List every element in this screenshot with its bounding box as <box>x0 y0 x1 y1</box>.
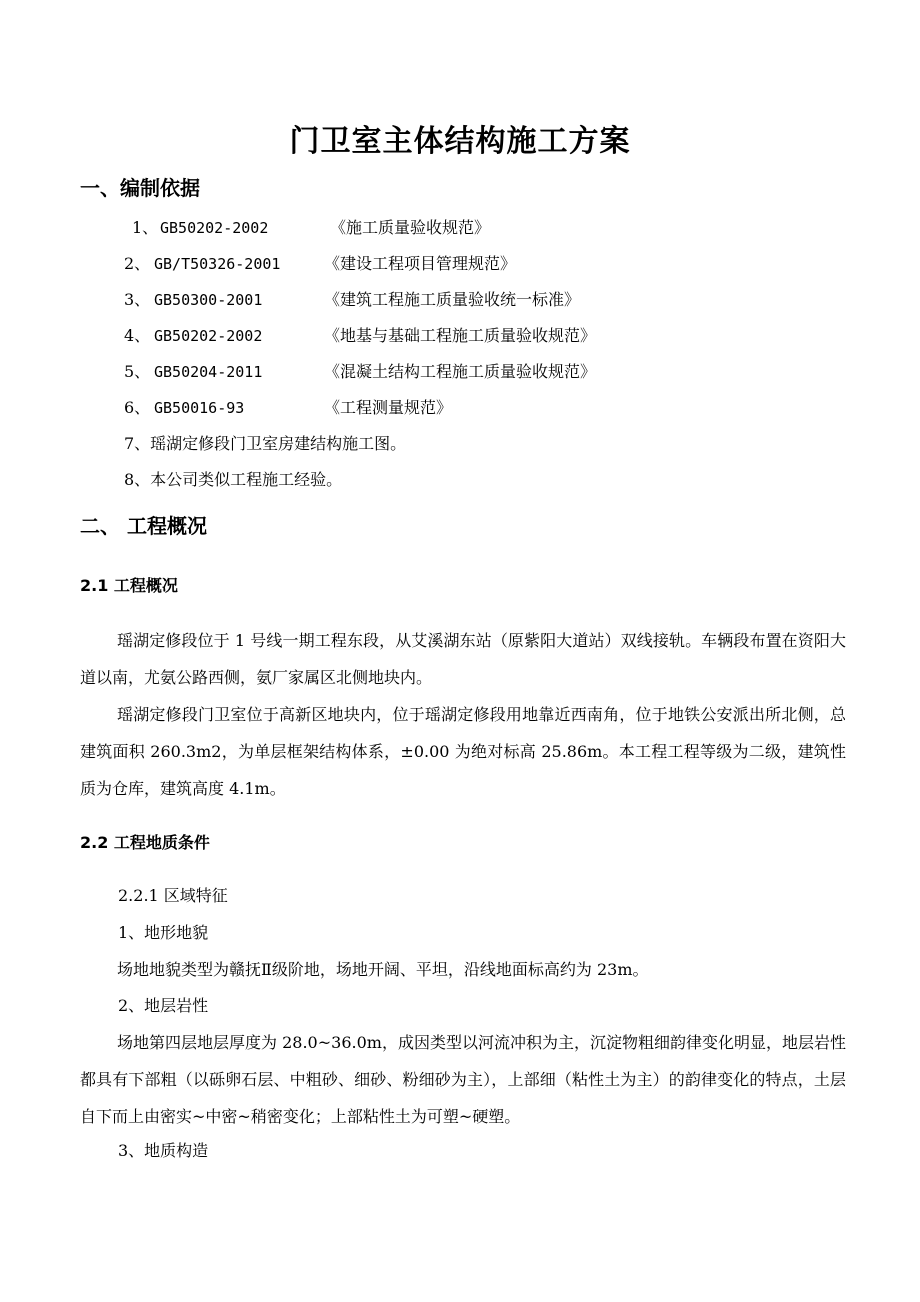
ref-item-4-name: 《地基与基础工程施工质量验收规范》 <box>324 326 597 345</box>
section-2-heading: 二、 工程概况 <box>80 514 207 538</box>
section-1-heading: 一、编制依据 <box>80 176 200 200</box>
ref-item-4-num: 4、 <box>124 326 151 345</box>
ref-item-1-num: 1、 <box>132 218 159 237</box>
subsection-2-1-heading: 2.1 工程概况 <box>80 576 178 595</box>
ref-item-6-name: 《工程测量规范》 <box>324 398 453 417</box>
ref-item-2-name: 《建设工程项目管理规范》 <box>324 254 517 273</box>
ref-item-2-code: GB/T50326-2001 <box>154 255 281 273</box>
landform-paragraph: 场地地貌类型为赣抚Ⅱ级阶地，场地开阔、平坦，沿线地面标高约为 23m。 <box>117 960 649 979</box>
subsection-2-2-heading: 2.2 工程地质条件 <box>80 833 210 852</box>
topic-geologic-structure: 3、地质构造 <box>118 1141 209 1160</box>
topic-landform: 1、地形地貌 <box>118 923 209 942</box>
ref-item-1-code: GB50202-2002 <box>160 219 269 237</box>
ref-item-4-code: GB50202-2002 <box>154 327 263 345</box>
ref-item-5-name: 《混凝土结构工程施工质量验收规范》 <box>324 362 597 381</box>
page-title: 门卫室主体结构施工方案 <box>289 124 631 159</box>
ref-item-3-code: GB50300-2001 <box>154 291 263 309</box>
ref-item-1-name: 《施工质量验收规范》 <box>330 218 491 237</box>
ref-item-7: 7、瑶湖定修段门卫室房建结构施工图。 <box>124 434 407 453</box>
ref-item-2-num: 2、 <box>124 254 151 273</box>
subsection-2-2-1-heading: 2.2.1 区域特征 <box>118 886 228 905</box>
overview-paragraph-2: 瑶湖定修段门卫室位于高新区地块内，位于瑶湖定修段用地靠近西南角，位于地铁公安派出所北侧，总建筑面积 260.3m2，为单层框架结构体系，±0.00 为绝对标高 25.86m。本工程工程等级为二级，建筑性质为仓库，建筑高度 4.1m。 <box>80 705 846 798</box>
stratum-paragraph: 场地第四层地层厚度为 28.0~36.0m，成因类型以河流冲积为主，沉淀物粗细韵律变化明显，地层岩性都具有下部粗（以砾卵石层、中粗砂、细砂、粉细砂为主），上部细（粘性土为主）的韵律变化的特点，土层自下而上由密实~中密~稍密变化；上部粘性土为可塑~硬塑。 <box>80 1033 846 1126</box>
overview-paragraph-1: 瑶湖定修段位于 1 号线一期工程东段，从艾溪湖东站（原紫阳大道站）双线接轨。车辆段布置在资阳大道以南，尤氨公路西侧，氨厂家属区北侧地块内。 <box>80 631 846 687</box>
ref-item-3-name: 《建筑工程施工质量验收统一标准》 <box>324 290 581 309</box>
ref-item-5-num: 5、 <box>124 362 151 381</box>
ref-item-3-num: 3、 <box>124 290 151 309</box>
ref-item-8: 8、本公司类似工程施工经验。 <box>124 470 343 489</box>
ref-item-6-code: GB50016-93 <box>154 399 245 417</box>
ref-item-6-num: 6、 <box>124 398 151 417</box>
ref-item-5-code: GB50204-2011 <box>154 363 263 381</box>
topic-stratum: 2、地层岩性 <box>118 996 209 1015</box>
